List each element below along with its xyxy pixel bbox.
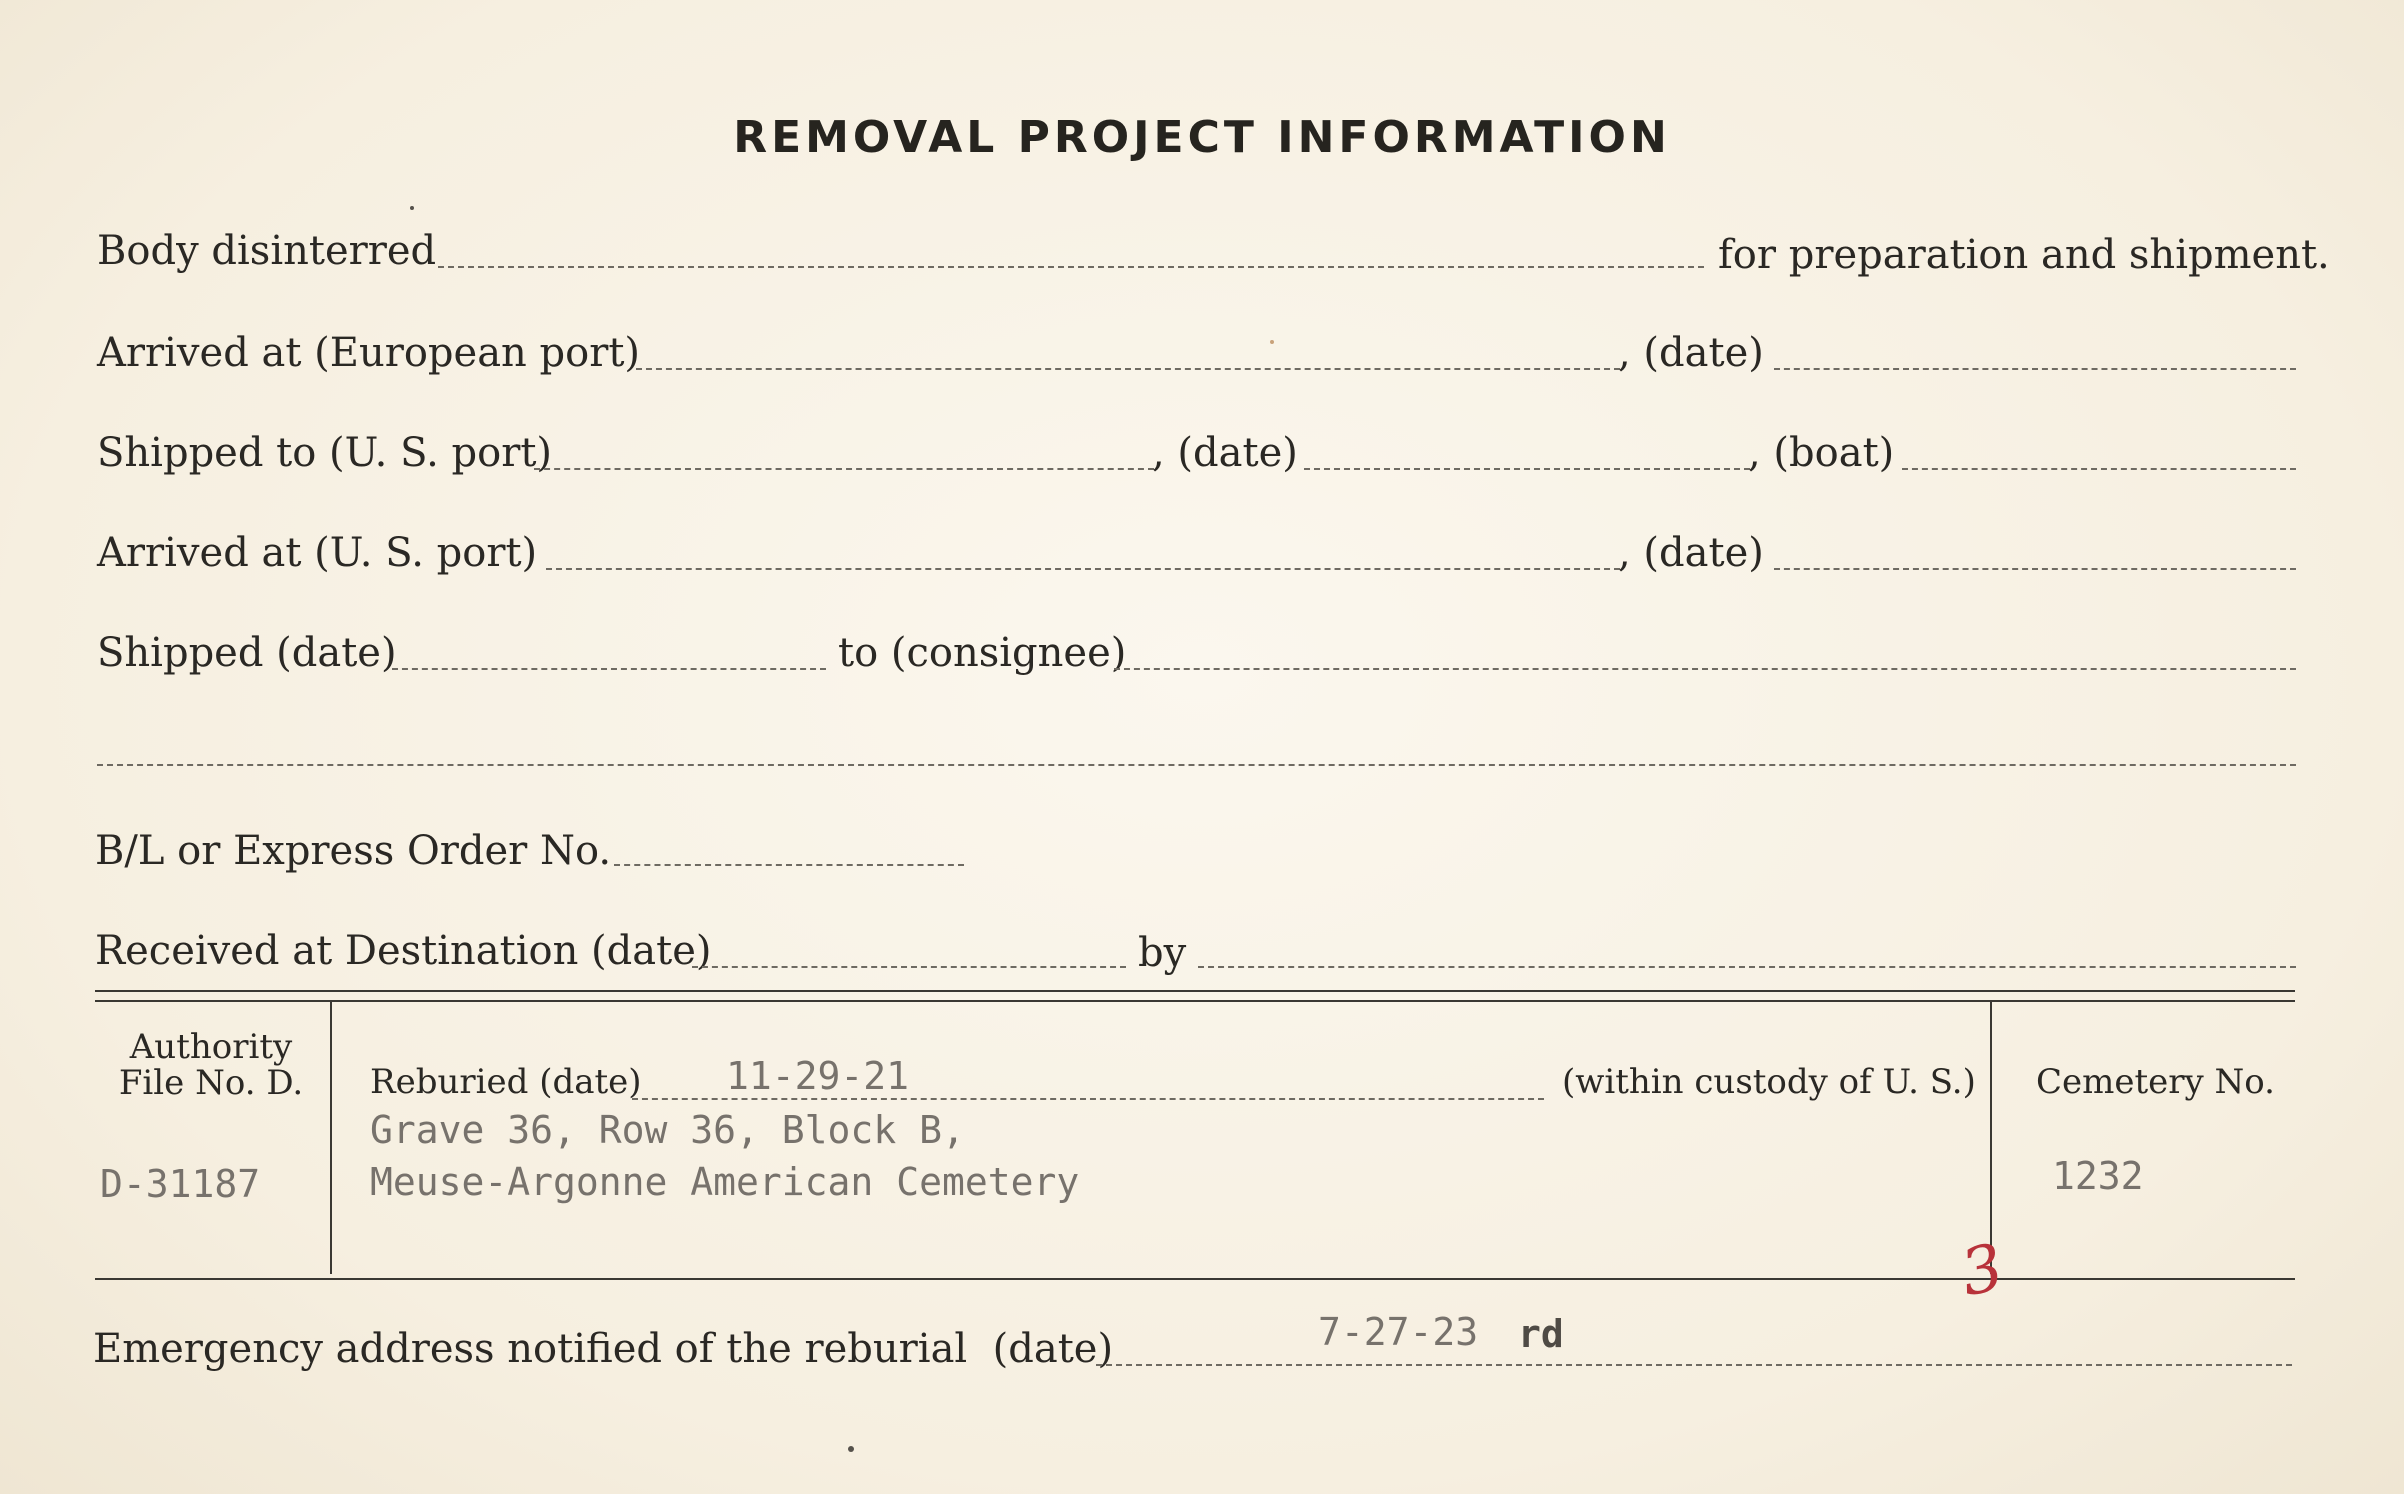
shipped-us-date-label: , (date) — [1152, 430, 1298, 476]
emergency-date-line — [1096, 1364, 2292, 1366]
emergency-label: Emergency address notified of the reburial (date) — [93, 1326, 1114, 1372]
bl-order-label: B/L or Express Order No. — [95, 828, 612, 874]
shipped-us-boat-label: , (boat) — [1748, 430, 1895, 476]
grave-location-line2: Meuse-Argonne American Cemetery — [370, 1160, 1080, 1204]
paper-speck — [1270, 340, 1274, 344]
red-pencil-mark: 3 — [1954, 1230, 2010, 1312]
arrived-european-port-line — [636, 368, 1620, 370]
shipped-us-label: Shipped to (U. S. port) — [97, 430, 552, 476]
authority-label — [100, 1027, 322, 1103]
emergency-initials: rd — [1518, 1312, 1564, 1356]
reburied-date: 11-29-21 — [726, 1054, 910, 1098]
arrived-european-date-label: , (date) — [1618, 330, 1764, 376]
cemetery-label: Cemetery No. — [2036, 1062, 2275, 1102]
emergency-date: 7-27-23 — [1318, 1310, 1479, 1354]
arrived-european-label: Arrived at (European port) — [97, 330, 641, 376]
consignee-label: to (consignee) — [838, 630, 1127, 676]
authority-label-line2: File No. D. — [118, 1062, 304, 1103]
consignee-line — [1114, 668, 2296, 670]
reburied-label: Reburied (date) — [370, 1062, 642, 1102]
custody-label: (within custody of U. S.) — [1562, 1062, 1976, 1102]
arrived-us-port-line — [546, 568, 1620, 570]
shipped-date-line — [392, 668, 826, 670]
arrived-us-date-line — [1774, 568, 2296, 570]
shipped-us-port-line — [534, 468, 1154, 470]
body-disinterred-line — [438, 266, 1704, 268]
authority-label-line1: Authority — [129, 1027, 293, 1067]
shipped-us-boat-line — [1902, 468, 2296, 470]
body-disinterred-suffix: for preparation and shipment. — [1718, 232, 2330, 278]
box-top-rule-1 — [95, 990, 2295, 992]
body-disinterred-label: Body disinterred — [97, 228, 437, 274]
cemetery-number: 1232 — [2052, 1154, 2144, 1198]
received-by-label: by — [1138, 930, 1187, 976]
received-date-line — [692, 966, 1126, 968]
arrived-us-date-label: , (date) — [1618, 530, 1764, 576]
reburied-date-line — [632, 1098, 1544, 1100]
received-label: Received at Destination (date) — [95, 928, 712, 974]
authority-file-number: D-31187 — [100, 1162, 261, 1206]
box-divider-left — [330, 1002, 332, 1274]
grave-location-line1: Grave 36, Row 36, Block B, — [370, 1108, 965, 1152]
paper-speck — [848, 1446, 854, 1452]
arrived-european-date-line — [1774, 368, 2296, 370]
shipped-date-label: Shipped (date) — [97, 630, 397, 676]
arrived-us-label: Arrived at (U. S. port) — [97, 530, 538, 576]
bl-order-line — [614, 864, 964, 866]
shipped-us-date-line — [1304, 468, 1750, 470]
received-by-line — [1198, 966, 2296, 968]
card-title: REMOVAL PROJECT INFORMATION — [733, 112, 1671, 163]
consignee-continuation-line — [97, 764, 2296, 766]
paper-speck — [410, 206, 414, 210]
box-top-rule-2 — [95, 1000, 2295, 1002]
